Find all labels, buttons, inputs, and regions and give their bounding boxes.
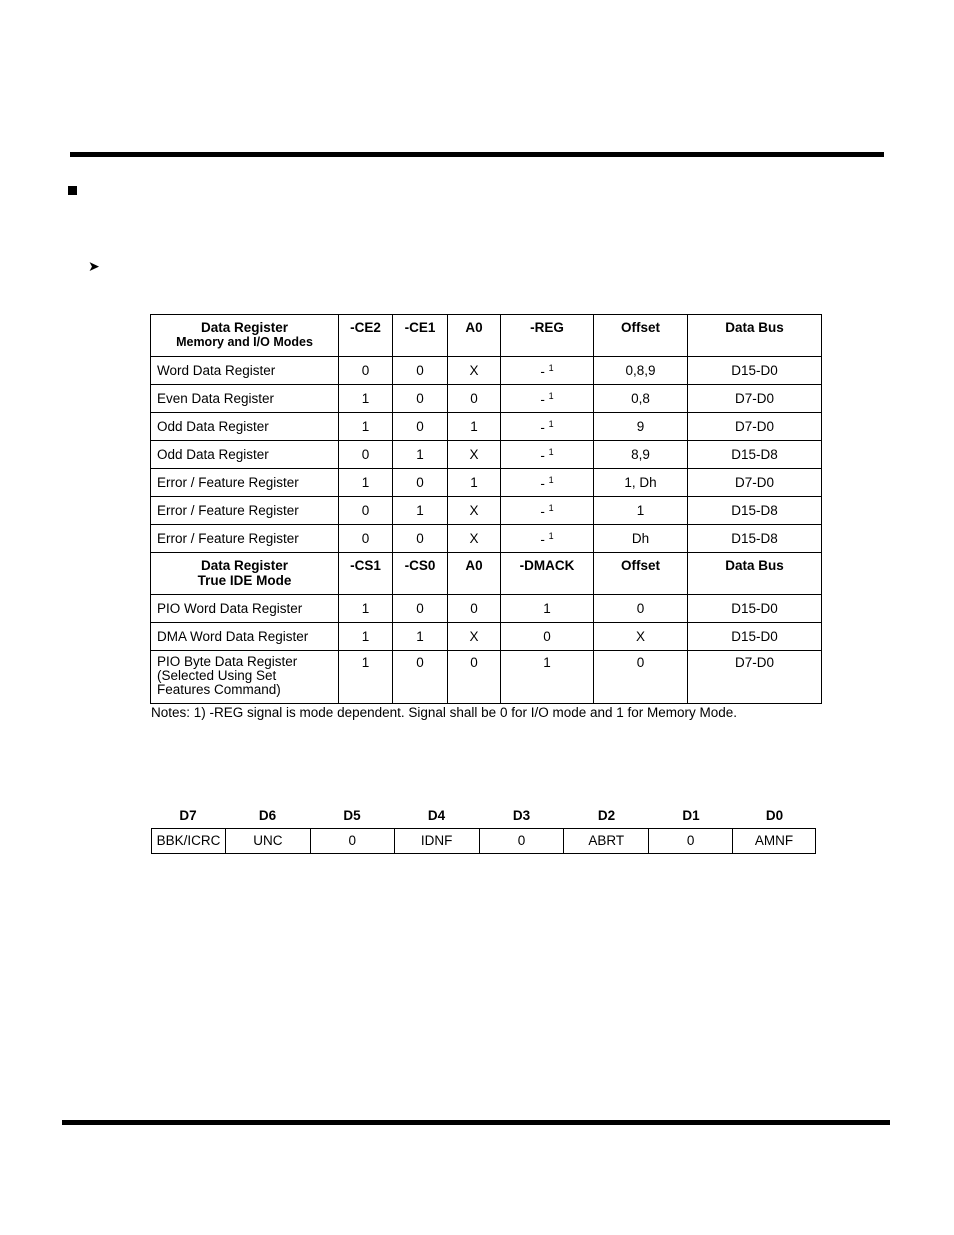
table-cell: X — [594, 623, 688, 651]
bottom-rule — [62, 1120, 890, 1125]
bit-value: ABRT — [564, 829, 649, 853]
footnote-marker: 1 — [548, 446, 554, 457]
bit-header: D7 — [179, 808, 197, 823]
reg-value: - — [540, 419, 545, 435]
header-cell: -DMACK — [501, 553, 594, 595]
table-cell: 1 — [339, 595, 393, 623]
header-title: Data Register — [200, 320, 289, 335]
bit-value-row — [151, 828, 816, 854]
footnote-marker: 1 — [548, 502, 554, 513]
register-name: Odd Data Register — [151, 441, 339, 469]
footnote-marker: 1 — [548, 418, 554, 429]
register-name: Error / Feature Register — [151, 497, 339, 525]
table-cell: 1 — [448, 413, 501, 441]
table-cell: 0 — [393, 651, 448, 704]
bit-header: D0 — [765, 808, 784, 823]
bit-header: D2 — [597, 808, 616, 823]
header-cell: A0 — [448, 553, 501, 595]
table-cell: 0 — [393, 595, 448, 623]
register-name: Even Data Register — [151, 385, 339, 413]
table-cell: D7-D0 — [688, 385, 822, 413]
header-subtitle: True IDE Mode — [197, 573, 292, 588]
reg-value: - — [540, 503, 545, 519]
table-cell: X — [448, 357, 501, 385]
bit-value: AMNF — [733, 829, 816, 853]
table-cell: 1 — [393, 497, 448, 525]
table-cell — [501, 441, 594, 469]
table-cell: 0 — [339, 357, 393, 385]
reg-value: - — [540, 531, 545, 547]
bit-table — [151, 808, 816, 854]
table-cell: 1 — [501, 595, 594, 623]
table-cell — [501, 385, 594, 413]
table-cell: 0 — [594, 595, 688, 623]
table-row — [151, 651, 822, 704]
bit-header-row — [151, 808, 816, 826]
bit-value: UNC — [226, 829, 311, 853]
table-cell: X — [448, 623, 501, 651]
table-cell: 1 — [393, 623, 448, 651]
table-cell: 1, Dh — [594, 469, 688, 497]
bit-value: 0 — [480, 829, 565, 853]
table-cell: 0 — [393, 385, 448, 413]
table-cell — [501, 525, 594, 553]
footnote-marker: 1 — [548, 474, 554, 485]
reg-value: - — [540, 447, 545, 463]
table-cell: D15-D0 — [688, 357, 822, 385]
bit-header: D3 — [512, 808, 531, 823]
table-cell: D15-D8 — [688, 441, 822, 469]
table-cell: 1 — [339, 623, 393, 651]
table-header-row — [151, 315, 822, 357]
table-row — [151, 595, 822, 623]
table-cell: D15-D8 — [688, 497, 822, 525]
header-cell: -CE1 — [393, 315, 448, 357]
table-cell: 1 — [594, 497, 688, 525]
bit-header: D5 — [343, 808, 361, 823]
table-cell: 9 — [594, 413, 688, 441]
register-name-line: Features Command) — [157, 682, 281, 697]
header-cell: -CS0 — [393, 553, 448, 595]
header-cell: A0 — [448, 315, 501, 357]
bit-value: 0 — [649, 829, 733, 853]
table-cell: X — [448, 441, 501, 469]
table-cell: 0 — [339, 497, 393, 525]
register-table — [150, 314, 822, 704]
table-cell: 0 — [501, 623, 594, 651]
reg-value: - — [540, 475, 545, 491]
header-cell — [151, 315, 339, 357]
table-cell — [501, 413, 594, 441]
table-cell: D7-D0 — [688, 469, 822, 497]
table-cell: 0,8 — [594, 385, 688, 413]
table-cell — [501, 469, 594, 497]
table-cell: 1 — [339, 651, 393, 704]
header-cell: Data Bus — [688, 553, 822, 595]
table-row — [151, 385, 822, 413]
header-cell: -REG — [501, 315, 594, 357]
table-row — [151, 469, 822, 497]
footnote-marker: 1 — [548, 390, 554, 401]
table-row — [151, 623, 822, 651]
table-row — [151, 525, 822, 553]
table-cell: 1 — [339, 385, 393, 413]
bit-value: IDNF — [395, 829, 480, 853]
header-cell: Offset — [594, 315, 688, 357]
register-name: DMA Word Data Register — [151, 623, 339, 651]
footnote-marker: 1 — [548, 530, 554, 541]
bit-header: D4 — [427, 808, 446, 823]
reg-value: - — [540, 391, 545, 407]
register-name: Error / Feature Register — [151, 469, 339, 497]
table-cell: 1 — [448, 469, 501, 497]
table-cell: 1 — [501, 651, 594, 704]
table-cell: 0 — [393, 357, 448, 385]
register-name-line: (Selected Using Set — [157, 668, 277, 683]
table-cell: 0 — [393, 469, 448, 497]
table-cell: D15-D8 — [688, 525, 822, 553]
table-header-row — [151, 553, 822, 595]
table-cell: 0 — [594, 651, 688, 704]
table-cell: D7-D0 — [688, 651, 822, 704]
table-cell: D15-D0 — [688, 595, 822, 623]
table-cell: D15-D0 — [688, 623, 822, 651]
header-cell: -CE2 — [339, 315, 393, 357]
reg-value: - — [540, 363, 545, 379]
header-cell: Offset — [594, 553, 688, 595]
table-cell: Dh — [594, 525, 688, 553]
header-cell: -CS1 — [339, 553, 393, 595]
table-cell: 1 — [393, 441, 448, 469]
table-cell: X — [448, 525, 501, 553]
table-cell: 0 — [393, 413, 448, 441]
table-cell: 1 — [339, 469, 393, 497]
register-name-line: PIO Byte Data Register — [157, 654, 298, 669]
square-bullet-icon — [68, 186, 77, 195]
table-cell: 0 — [339, 441, 393, 469]
table-cell — [501, 497, 594, 525]
register-name: PIO Word Data Register — [151, 595, 339, 623]
table-row — [151, 413, 822, 441]
table-cell: 0 — [448, 595, 501, 623]
bit-value: 0 — [311, 829, 395, 853]
table-row — [151, 441, 822, 469]
table-cell: 0 — [448, 651, 501, 704]
table-cell: 0 — [339, 525, 393, 553]
header-cell — [151, 553, 339, 595]
register-name: Error / Feature Register — [151, 525, 339, 553]
header-subtitle: Memory and I/O Modes — [176, 335, 313, 349]
arrow-bullet-icon: ➤ — [88, 258, 100, 274]
table-cell: 0 — [448, 385, 501, 413]
table-cell: 1 — [339, 413, 393, 441]
header-cell: Data Bus — [688, 315, 822, 357]
table-cell: 0,8,9 — [594, 357, 688, 385]
register-name — [151, 651, 339, 704]
table-cell: X — [448, 497, 501, 525]
table-cell — [501, 357, 594, 385]
table-cell: 0 — [393, 525, 448, 553]
top-rule — [70, 152, 884, 157]
header-title: Data Register — [200, 558, 289, 573]
bit-value: BBK/ICRC — [152, 829, 226, 853]
bit-header: D1 — [682, 808, 700, 823]
register-name: Word Data Register — [151, 357, 339, 385]
table-row — [151, 357, 822, 385]
table-row — [151, 497, 822, 525]
register-name: Odd Data Register — [151, 413, 339, 441]
table-cell: D7-D0 — [688, 413, 822, 441]
footnote-marker: 1 — [548, 362, 554, 373]
table-notes: Notes: 1) -REG signal is mode dependent. Signal shall be 0 for I/O mode and 1 for Memory Mode. — [151, 705, 738, 720]
table-cell: 8,9 — [594, 441, 688, 469]
bit-header: D6 — [258, 808, 277, 823]
